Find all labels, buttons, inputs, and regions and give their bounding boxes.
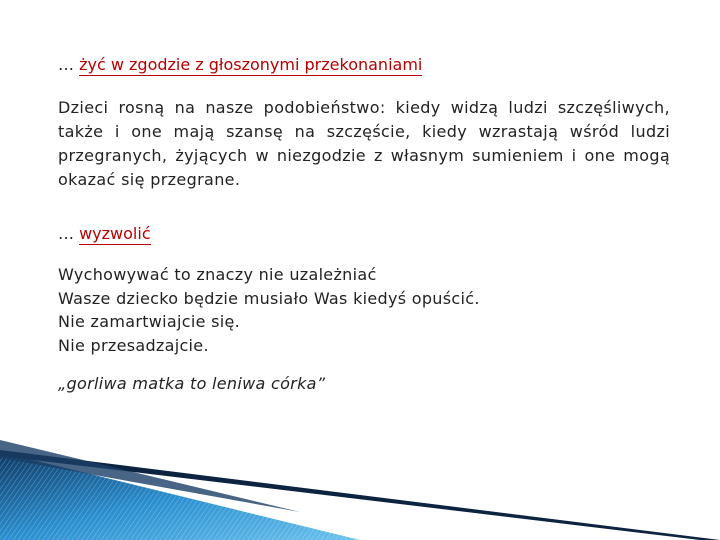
section-1-paragraph: Dzieci rosną na nasze podobieństwo: kiedy widzą ludzi szczęśliwych, także i one mają szansę na szczęście, kiedy wzrastają wśród ludzi przegranych, żyjących w niezgodzie z własnym sumieniem i one mogą okazać się przegrane. (58, 98, 670, 189)
decorative-swoosh (0, 440, 720, 540)
heading-ellipsis: … (58, 55, 80, 74)
section-2-lines (58, 263, 480, 357)
text-line: Wychowywać to znaczy nie uzależniać (58, 265, 377, 284)
section-heading-1 (58, 55, 422, 75)
section-heading-2 (58, 224, 151, 244)
text-line: Nie przesadzajcie. (58, 335, 209, 355)
heading-title: żyć w zgodzie z głoszonymi przekonaniami (79, 55, 423, 74)
text-line: Nie zamartwiajcie się. (58, 312, 241, 331)
quote: „gorliwa matka to leniwa córka” (58, 374, 326, 393)
heading-ellipsis: … (58, 224, 80, 243)
text-line: Wasze dziecko będzie musiało Was kiedyś opuścić. (58, 288, 480, 308)
heading-title: wyzwolić (79, 224, 151, 243)
